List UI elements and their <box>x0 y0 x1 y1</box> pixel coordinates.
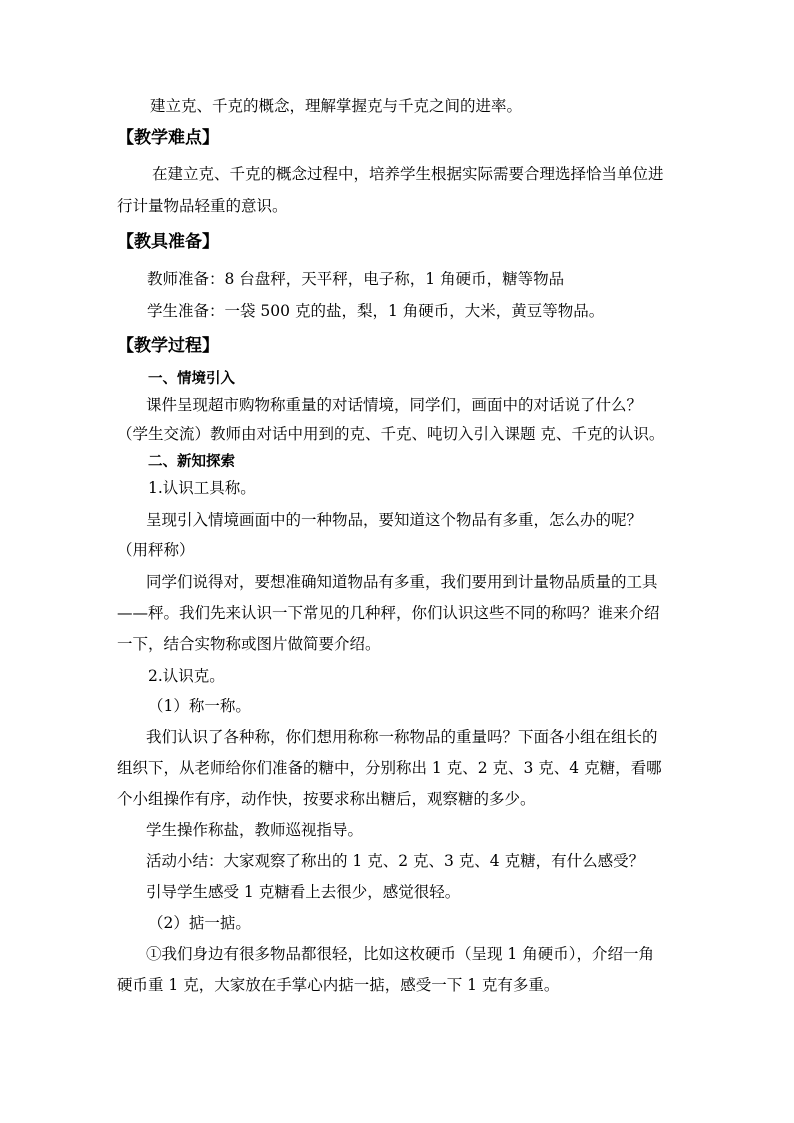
section-heading: 【教学过程】 <box>117 336 219 356</box>
text-line: 2.认识克。 <box>148 667 225 685</box>
text-line: 课件呈现超市购物称重量的对话情境，同学们，画面中的对话说了什么？ <box>146 396 643 414</box>
text-line: 一下，结合实物称或图片做简要介绍。 <box>117 635 381 653</box>
text-line: （2）掂一掂。 <box>148 914 251 932</box>
text-line: 个小组操作有序，动作快，按要求称出糖后，观察糖的多少。 <box>117 790 536 808</box>
text-line: 组织下，从老师给你们准备的糖中，分别称出 1 克、2 克、3 克、4 克糖，看哪 <box>117 759 662 777</box>
text-line: ①我们身边有很多物品都很轻，比如这枚硬币（呈现 1 角硬币），介绍一角 <box>146 945 654 963</box>
text-line: 同学们说得对，要想准确知道物品有多重，我们要用到计量物品质量的工具 <box>146 573 658 591</box>
text-line: 1.认识工具称。 <box>148 479 256 497</box>
text-line: 硬币重 1 克，大家放在手掌心内掂一掂，感受一下 1 克有多重。 <box>117 976 560 994</box>
section-heading: 【教具准备】 <box>117 232 219 252</box>
text-line: 引导学生感受 1 克糖看上去很少，感觉很轻。 <box>146 883 461 901</box>
text-line: 呈现引入情境画面中的一种物品，要知道这个物品有多重，怎么办的呢？ <box>146 511 643 529</box>
text-line: 教师准备：8 台盘秤，天平秤，电子称，1 角硬币，糖等物品 <box>147 270 565 288</box>
text-line: 学生操作称盐，教师巡视指导。 <box>146 821 364 839</box>
text-line: 行计量物品轻重的意识。 <box>117 197 288 215</box>
text-line: （学生交流）教师由对话中用到的克、千克、吨切入引入课题 克、千克的认识。 <box>117 425 665 443</box>
text-line: ——秤。我们先来认识一下常见的几种秤，你们认识这些不同的称吗？谁来介绍 <box>117 604 660 622</box>
text-line: 活动小结：大家观察了称出的 1 克、2 克、3 克、4 克糖，有什么感受？ <box>146 852 645 870</box>
text-line: 在建立克、千克的概念过程中，培养学生根据实际需要合理选择恰当单位进 <box>152 165 664 183</box>
text-line: 我们认识了各种称，你们想用称称一称物品的重量吗？下面各小组在组长的 <box>146 728 658 746</box>
text-line: 学生准备：一袋 500 克的盐，梨，1 角硬币，大米，黄豆等物品。 <box>147 302 605 320</box>
section-heading: 【教学难点】 <box>117 128 219 148</box>
text-line: （1）称一称。 <box>148 697 251 715</box>
text-line: 建立克、千克的概念，理解掌握克与千克之间的进率。 <box>150 97 523 115</box>
text-line: （用秤称） <box>117 541 195 559</box>
subsection-heading: 二、新知探索 <box>148 454 235 470</box>
subsection-heading: 一、情境引入 <box>148 371 235 387</box>
